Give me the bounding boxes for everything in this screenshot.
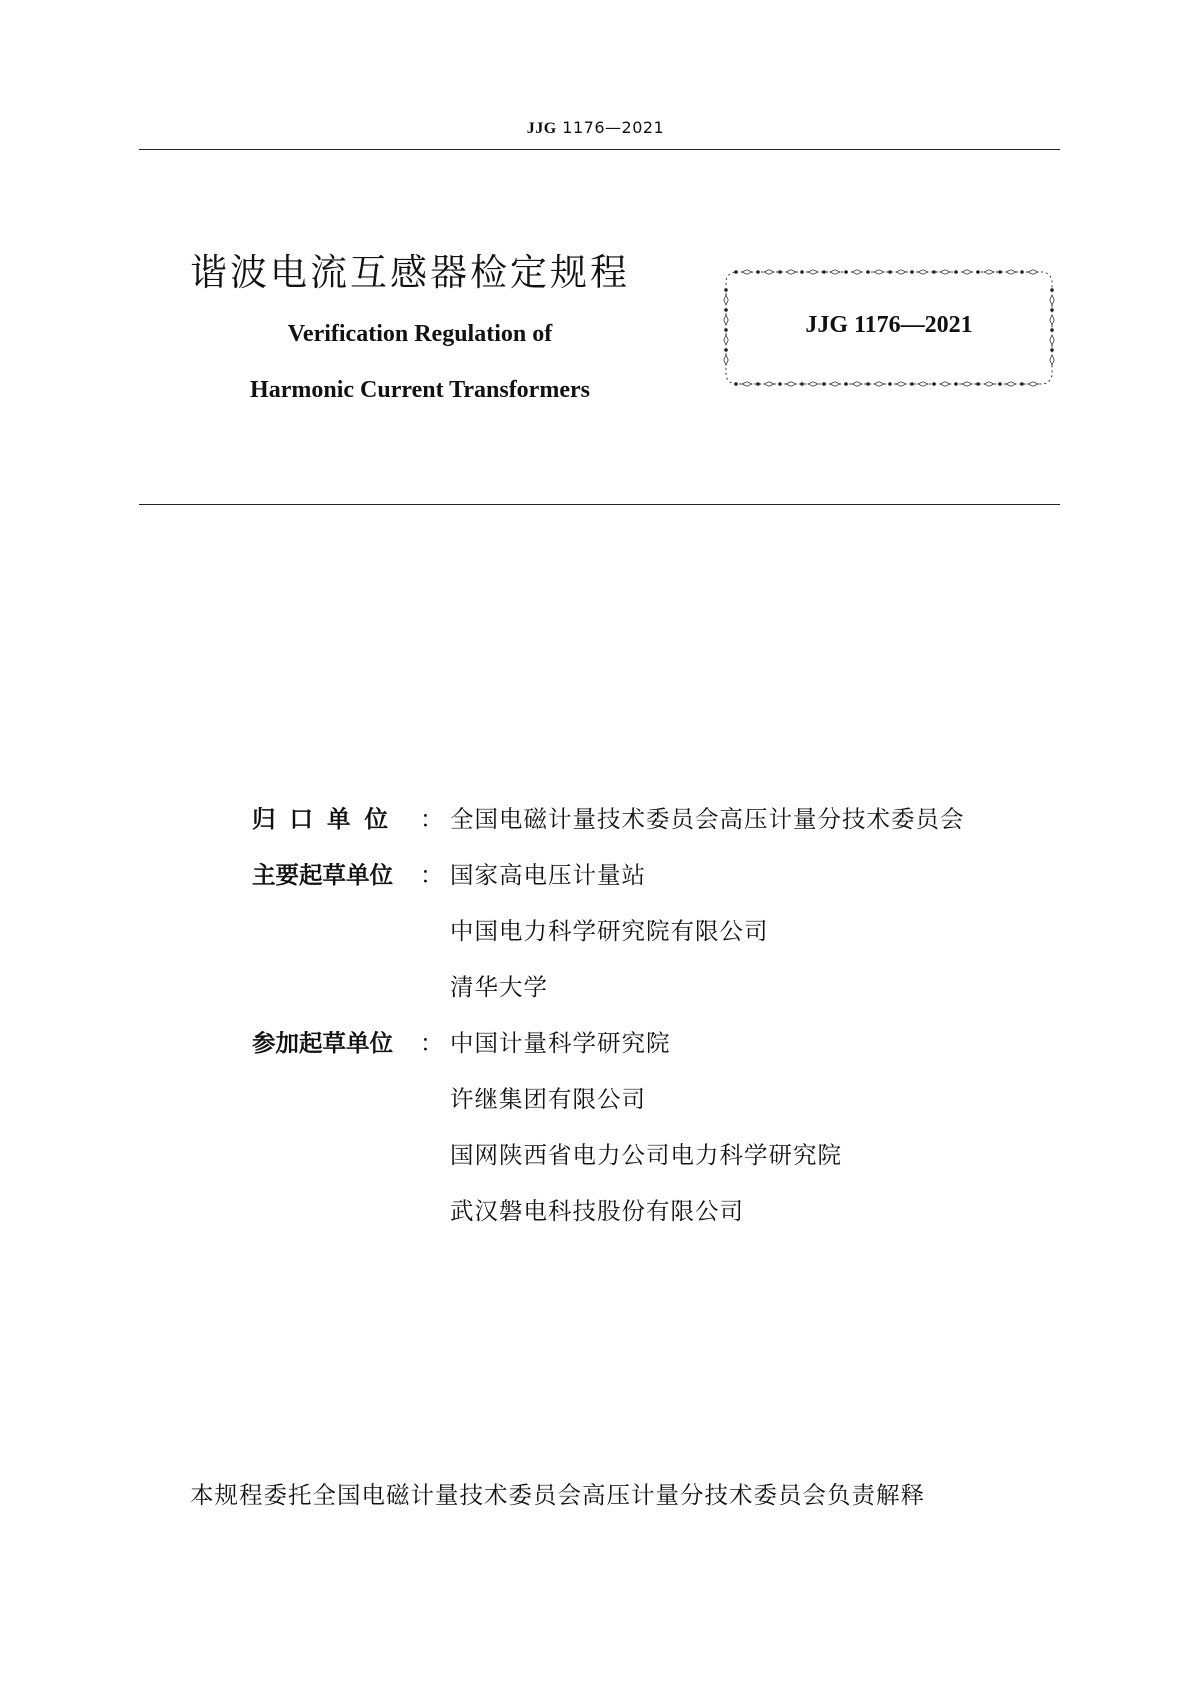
title-chinese: 谐波电流互感器检定规程 bbox=[190, 251, 630, 294]
responsible-unit-label: 归口单位 ： bbox=[252, 805, 444, 833]
participating-drafters-label: 参加起草单位 ： bbox=[252, 1029, 444, 1057]
responsible-unit-name: 全国电磁计量技术委员会高压计量分技术委员会 bbox=[450, 805, 965, 833]
main-drafter-name: 清华大学 bbox=[450, 973, 548, 1001]
main-drafter-name: 国家高电压计量站 bbox=[450, 861, 646, 889]
standard-code-box bbox=[720, 266, 1058, 390]
running-header-code-number: 1176—2021 bbox=[562, 118, 665, 137]
participating-drafter-name: 许继集团有限公司 bbox=[450, 1085, 646, 1113]
standard-code: JJG 1176—2021 bbox=[805, 312, 973, 338]
participating-drafter-name: 武汉磐电科技股份有限公司 bbox=[450, 1197, 744, 1225]
main-drafter-name: 中国电力科学研究院有限公司 bbox=[450, 917, 769, 945]
running-header-code-prefix: JJG bbox=[526, 120, 557, 137]
title-english-line-1: Verification Regulation of bbox=[287, 321, 553, 347]
section-rule bbox=[139, 504, 1060, 505]
running-header bbox=[0, 118, 1191, 138]
participating-drafter-name: 中国计量科学研究院 bbox=[450, 1029, 671, 1057]
title-english-line-2: Harmonic Current Transformers bbox=[250, 377, 590, 403]
header-rule bbox=[139, 149, 1060, 150]
participating-drafter-name: 国网陕西省电力公司电力科学研究院 bbox=[450, 1141, 842, 1169]
main-drafters-label: 主要起草单位 ： bbox=[252, 861, 444, 889]
interpretation-statement: 本规程委托全国电磁计量技术委员会高压计量分技术委员会负责解释 bbox=[190, 1481, 925, 1509]
